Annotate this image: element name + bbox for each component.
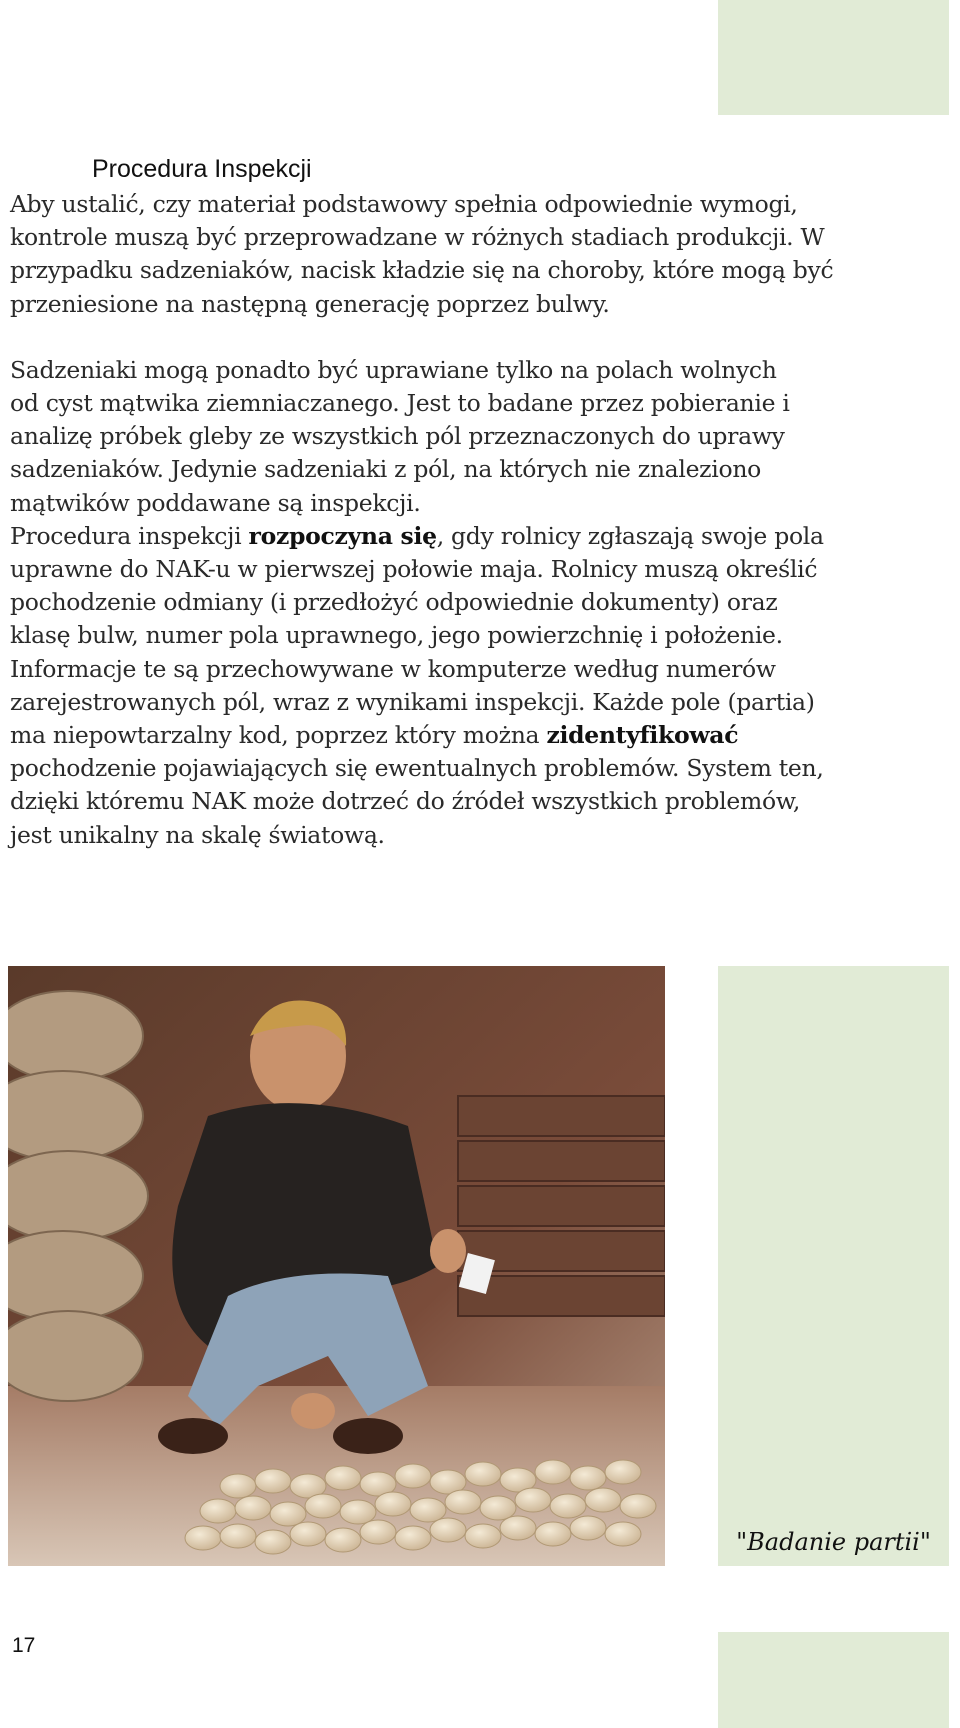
bold-phrase: zidentyfikować <box>546 721 739 750</box>
inspection-photo <box>8 966 665 1566</box>
text-line: uprawne do NAK-u w pierwszej połowie maja. Rolnicy muszą określić <box>10 555 818 584</box>
text-run: ma niepowtarzalny kod, poprzez który można <box>10 721 547 750</box>
text-line: kontrole muszą być przeprowadzane w różnych stadiach produkcji. W <box>10 223 825 252</box>
text-line: przypadku sadzeniaków, nacisk kładzie się na choroby, które mogą być <box>10 256 834 285</box>
text-line: jest unikalny na skalę światową. <box>10 820 385 849</box>
bold-phrase: rozpoczyna się <box>248 521 437 550</box>
text-line: mątwików poddawane są inspekcji. <box>10 488 421 517</box>
text-run: , gdy rolnicy zgłaszają swoje pola <box>436 521 824 550</box>
photo-caption: "Badanie partii" <box>736 1528 931 1556</box>
text-line: sadzeniaków. Jedynie sadzeniaki z pól, na których nie znaleziono <box>10 455 762 484</box>
text-line: Sadzeniaki mogą ponadto być uprawiane tylko na polach wolnych <box>10 355 777 384</box>
text-line: analizę próbek gleby ze wszystkich pól przeznaczonych do uprawy <box>10 422 785 451</box>
decorative-green-block-top <box>718 0 949 115</box>
text-run: Procedura inspekcji <box>10 521 249 550</box>
text-line: zarejestrowanych pól, wraz z wynikami inspekcji. Każde pole (partia) <box>10 687 815 716</box>
text-line: dzięki któremu NAK może dotrzeć do źródeł wszystkich problemów, <box>10 787 801 816</box>
section-heading: Procedura Inspekcji <box>92 155 312 183</box>
text-line <box>10 520 950 553</box>
text-line: pochodzenie odmiany (i przedłożyć odpowiednie dokumenty) oraz <box>10 588 778 617</box>
caption-green-panel <box>718 966 949 1566</box>
text-line: Informacje te są przechowywane w komputerze według numerów <box>10 654 776 683</box>
text-line: przeniesione na następną generację poprzez bulwy. <box>10 289 610 318</box>
page-number: 17 <box>12 1634 36 1657</box>
text-line: Aby ustalić, czy materiał podstawowy spełnia odpowiednie wymogi, <box>10 190 798 218</box>
text-line <box>10 719 950 752</box>
decorative-green-block-bottom <box>718 1632 949 1728</box>
text-line: od cyst mątwika ziemniaczanego. Jest to badane przez pobieranie i <box>10 389 790 418</box>
text-line: klasę bulw, numer pola uprawnego, jego powierzchnię i położenie. <box>10 621 783 650</box>
body-text <box>10 188 950 852</box>
text-line: pochodzenie pojawiających się ewentualnych problemów. System ten, <box>10 754 824 783</box>
